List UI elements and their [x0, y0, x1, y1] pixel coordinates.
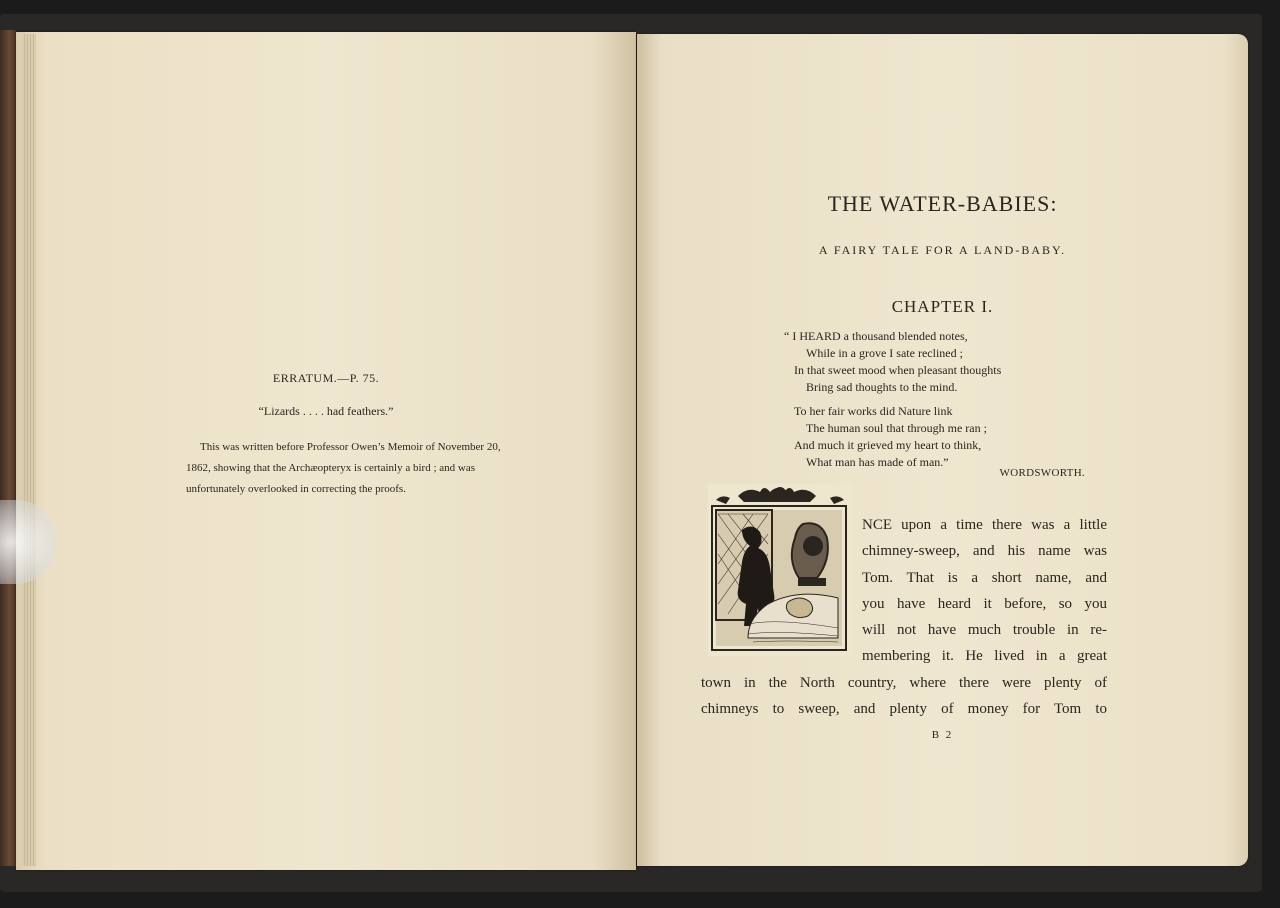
epigraph-poem: [784, 328, 1084, 471]
text-line: will not have much trouble in re-: [862, 622, 1107, 639]
book-subtitle: A FAIRY TALE FOR A LAND-BABY.: [818, 243, 1067, 257]
page-edges: [22, 34, 36, 866]
erratum-line: unfortunately overlooked in correcting the proofs.: [186, 483, 406, 495]
chapter-heading: CHAPTER I.: [891, 297, 994, 316]
page-signature: B 2: [931, 729, 954, 741]
right-page: [637, 34, 1248, 866]
text-line: Tom. That is a short name, and: [862, 569, 1107, 586]
poem-attribution: WORDSWORTH.: [999, 467, 1085, 479]
erratum-quote: “Lizards . . . . had feathers.”: [258, 404, 394, 418]
left-page: [16, 32, 636, 870]
erratum-line: 1862, showing that the Archæopteryx is certainly a bird ; and was: [186, 462, 475, 474]
poem-line: And much it grieved my heart to think,: [794, 438, 982, 452]
poem-line: In that sweet mood when pleasant thoughts: [794, 363, 1002, 377]
poem-line: “ I HEARD a thousand blended notes,: [784, 329, 968, 343]
erratum-line: This was written before Professor Owen’s Memoir of November 20,: [200, 441, 501, 453]
poem-line: To her fair works did Nature link: [794, 404, 953, 418]
book-spine-edge: [0, 30, 16, 866]
text-line: membering it. He lived in a great: [862, 648, 1107, 665]
text-line: NCE upon a time there was a little: [862, 517, 1107, 533]
book-title: THE WATER-BABIES:: [827, 191, 1058, 216]
poem-line: Bring sad thoughts to the mind.: [806, 380, 958, 394]
poem-line: The human soul that through me ran ;: [806, 421, 987, 435]
erratum-body: [186, 437, 568, 500]
poem-line: While in a grove I sate reclined ;: [806, 346, 963, 360]
chapter-text: [701, 512, 1107, 722]
erratum-title: ERRATUM.—P. 75.: [272, 371, 380, 385]
text-line: town in the North country, where there were plenty of: [701, 674, 1107, 691]
text-line: chimney-sweep, and his name was: [862, 543, 1107, 560]
poem-line: What man has made of man.”: [806, 455, 949, 469]
text-line: chimneys to sweep, and plenty of money for Tom to: [701, 701, 1107, 718]
text-line: you have heard it before, so you: [862, 595, 1107, 612]
